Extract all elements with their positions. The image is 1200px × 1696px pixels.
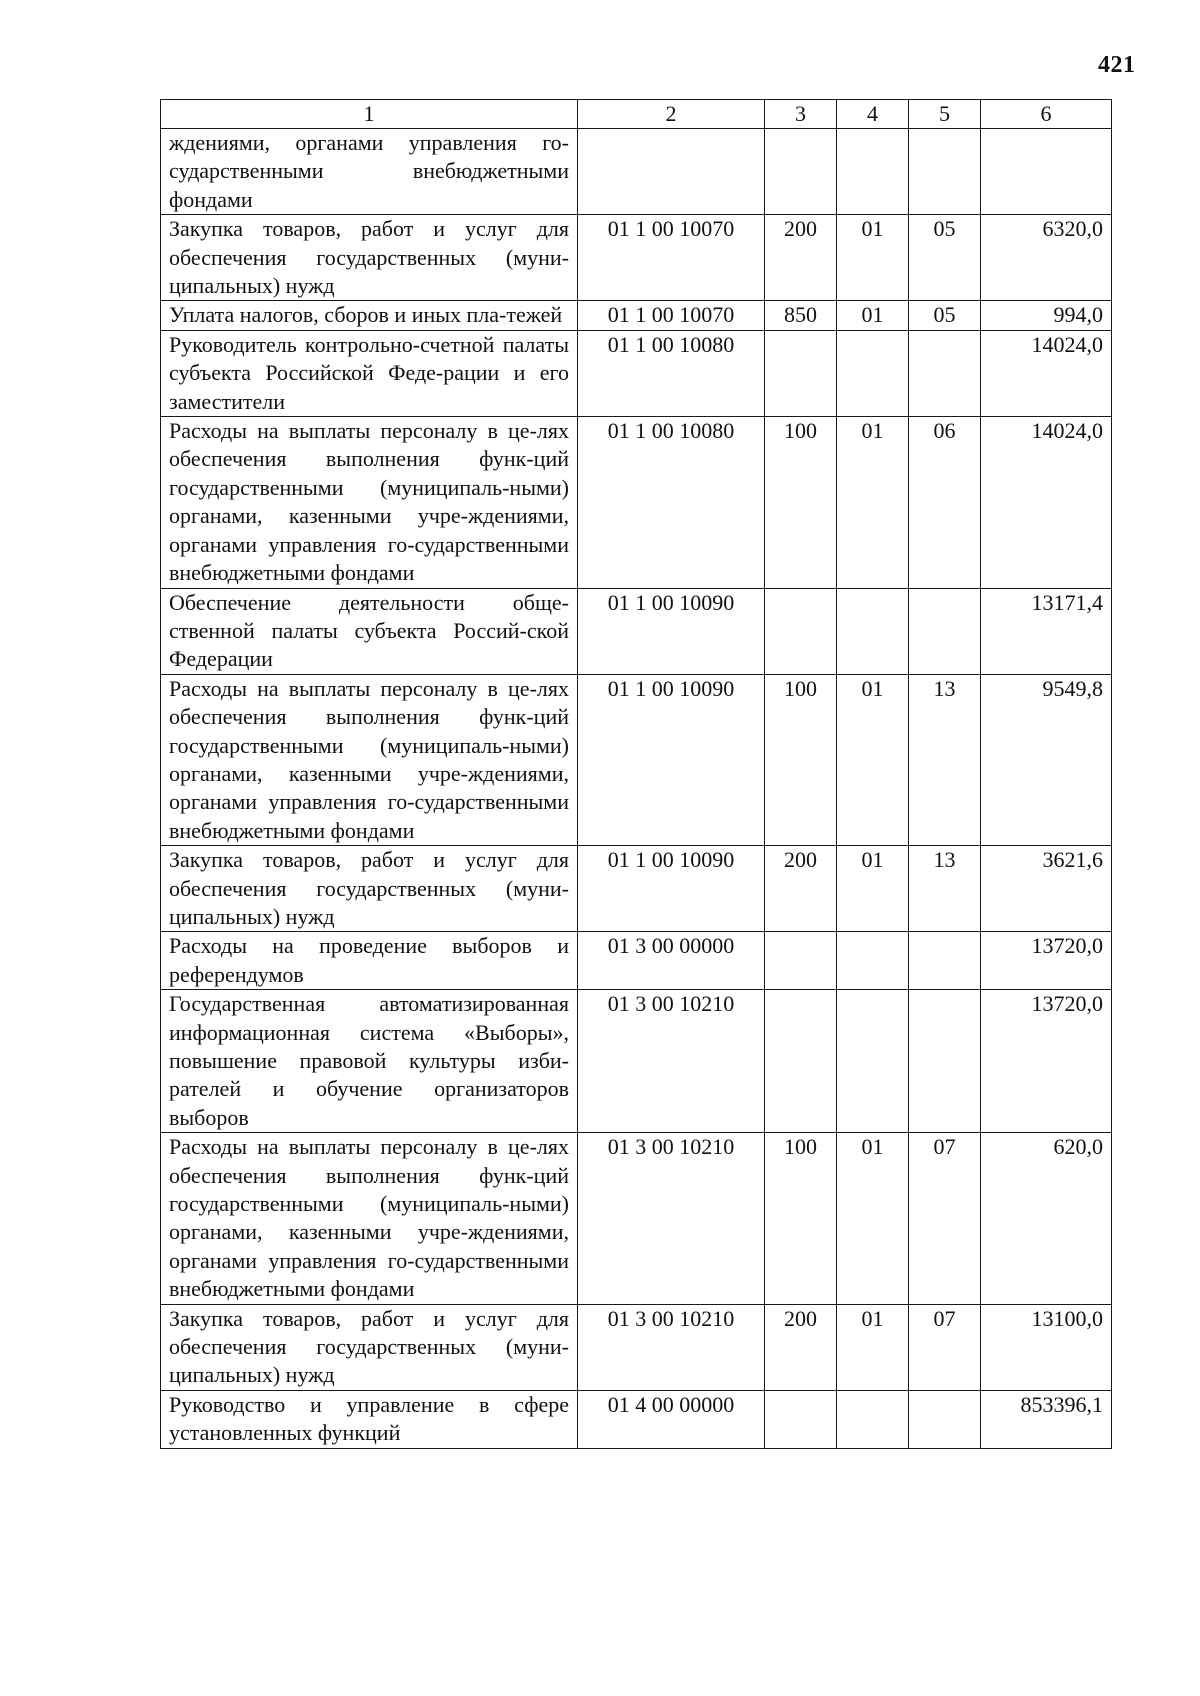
expense-type-cell xyxy=(765,588,837,674)
table-row xyxy=(161,1304,1112,1390)
subsection-cell: 07 xyxy=(909,1304,981,1390)
table-row xyxy=(161,846,1112,932)
table-row xyxy=(161,932,1112,990)
subsection-cell xyxy=(909,932,981,990)
target-code-cell: 01 4 00 00000 xyxy=(578,1390,765,1448)
expense-type-cell xyxy=(765,129,837,215)
table-row xyxy=(161,1133,1112,1304)
page-number: 421 xyxy=(1098,52,1136,78)
column-header-6: 6 xyxy=(981,100,1112,129)
subsection-cell xyxy=(909,588,981,674)
table-body xyxy=(161,129,1112,1449)
expense-name-cell: Расходы на выплаты персоналу в це-лях обеспечения выполнения функ-ций государственными (муниципаль-ными) органами, казенными учре-ждениями, органами управления го-сударственными внебюджетными фондами xyxy=(161,417,578,588)
subsection-cell xyxy=(909,129,981,215)
amount-cell: 13100,0 xyxy=(981,1304,1112,1390)
expense-name-cell: Уплата налогов, сборов и иных пла-тежей xyxy=(161,301,578,330)
subsection-cell: 07 xyxy=(909,1133,981,1304)
expense-name-cell: Руководитель контрольно-счетной палаты субъекта Российской Феде-рации и его заместители xyxy=(161,330,578,416)
expense-name-cell: Расходы на проведение выборов и референдумов xyxy=(161,932,578,990)
expense-name-cell: Обеспечение деятельности обще-ственной палаты субъекта Россий-ской Федерации xyxy=(161,588,578,674)
section-cell: 01 xyxy=(837,417,909,588)
expense-type-cell: 100 xyxy=(765,1133,837,1304)
expense-type-cell xyxy=(765,990,837,1133)
expense-type-cell: 100 xyxy=(765,674,837,845)
subsection-cell: 05 xyxy=(909,215,981,301)
amount-cell xyxy=(981,129,1112,215)
target-code-cell: 01 1 00 10070 xyxy=(578,215,765,301)
section-cell: 01 xyxy=(837,1133,909,1304)
target-code-cell: 01 1 00 10090 xyxy=(578,674,765,845)
table-row xyxy=(161,417,1112,588)
table-row xyxy=(161,1390,1112,1448)
target-code-cell: 01 1 00 10070 xyxy=(578,301,765,330)
expense-type-cell: 200 xyxy=(765,215,837,301)
target-code-cell: 01 1 00 10080 xyxy=(578,330,765,416)
target-code-cell: 01 1 00 10090 xyxy=(578,846,765,932)
section-cell xyxy=(837,932,909,990)
expense-type-cell xyxy=(765,1390,837,1448)
budget-table xyxy=(160,99,1112,1449)
section-cell: 01 xyxy=(837,1304,909,1390)
expense-name-cell: Расходы на выплаты персоналу в це-лях обеспечения выполнения функ-ций государственными (муниципаль-ными) органами, казенными учре-ждениями, органами управления го-сударственными внебюджетными фондами xyxy=(161,1133,578,1304)
table-row xyxy=(161,215,1112,301)
amount-cell: 853396,1 xyxy=(981,1390,1112,1448)
section-cell xyxy=(837,990,909,1133)
column-header-4: 4 xyxy=(837,100,909,129)
amount-cell: 9549,8 xyxy=(981,674,1112,845)
section-cell: 01 xyxy=(837,846,909,932)
header-row xyxy=(161,100,1112,129)
section-cell xyxy=(837,330,909,416)
target-code-cell xyxy=(578,129,765,215)
expense-name-cell: Руководство и управление в сфере установленных функций xyxy=(161,1390,578,1448)
subsection-cell xyxy=(909,1390,981,1448)
expense-type-cell: 200 xyxy=(765,846,837,932)
expense-name-cell: ждениями, органами управления го-сударственными внебюджетными фондами xyxy=(161,129,578,215)
amount-cell: 13720,0 xyxy=(981,932,1112,990)
expense-type-cell xyxy=(765,932,837,990)
subsection-cell xyxy=(909,990,981,1133)
expense-type-cell: 200 xyxy=(765,1304,837,1390)
target-code-cell: 01 3 00 10210 xyxy=(578,1133,765,1304)
expense-name-cell: Закупка товаров, работ и услуг для обеспечения государственных (муни-ципальных) нужд xyxy=(161,846,578,932)
table-row xyxy=(161,990,1112,1133)
amount-cell: 6320,0 xyxy=(981,215,1112,301)
amount-cell: 14024,0 xyxy=(981,417,1112,588)
expense-type-cell: 100 xyxy=(765,417,837,588)
subsection-cell: 05 xyxy=(909,301,981,330)
amount-cell: 3621,6 xyxy=(981,846,1112,932)
target-code-cell: 01 1 00 10090 xyxy=(578,588,765,674)
column-header-2: 2 xyxy=(578,100,765,129)
expense-name-cell: Государственная автоматизированная информационная система «Выборы», повышение правовой культуры изби-рателей и обучение организаторов выборов xyxy=(161,990,578,1133)
subsection-cell xyxy=(909,330,981,416)
amount-cell: 14024,0 xyxy=(981,330,1112,416)
subsection-cell: 13 xyxy=(909,846,981,932)
amount-cell: 13171,4 xyxy=(981,588,1112,674)
table-row xyxy=(161,674,1112,845)
table-row xyxy=(161,588,1112,674)
subsection-cell: 13 xyxy=(909,674,981,845)
amount-cell: 13720,0 xyxy=(981,990,1112,1133)
target-code-cell: 01 3 00 10210 xyxy=(578,990,765,1133)
column-header-3: 3 xyxy=(765,100,837,129)
target-code-cell: 01 3 00 10210 xyxy=(578,1304,765,1390)
expense-type-cell xyxy=(765,330,837,416)
expense-type-cell: 850 xyxy=(765,301,837,330)
section-cell xyxy=(837,588,909,674)
column-header-1: 1 xyxy=(161,100,578,129)
amount-cell: 994,0 xyxy=(981,301,1112,330)
column-header-5: 5 xyxy=(909,100,981,129)
target-code-cell: 01 1 00 10080 xyxy=(578,417,765,588)
subsection-cell: 06 xyxy=(909,417,981,588)
amount-cell: 620,0 xyxy=(981,1133,1112,1304)
table-row xyxy=(161,129,1112,215)
expense-name-cell: Закупка товаров, работ и услуг для обеспечения государственных (муни-ципальных) нужд xyxy=(161,1304,578,1390)
section-cell xyxy=(837,129,909,215)
section-cell: 01 xyxy=(837,215,909,301)
table-row xyxy=(161,330,1112,416)
table-row xyxy=(161,301,1112,330)
section-cell: 01 xyxy=(837,674,909,845)
section-cell: 01 xyxy=(837,301,909,330)
target-code-cell: 01 3 00 00000 xyxy=(578,932,765,990)
expense-name-cell: Расходы на выплаты персоналу в це-лях обеспечения выполнения функ-ций государственными (муниципаль-ными) органами, казенными учре-ждениями, органами управления го-сударственными внебюджетными фондами xyxy=(161,674,578,845)
section-cell xyxy=(837,1390,909,1448)
expense-name-cell: Закупка товаров, работ и услуг для обеспечения государственных (муни-ципальных) нужд xyxy=(161,215,578,301)
